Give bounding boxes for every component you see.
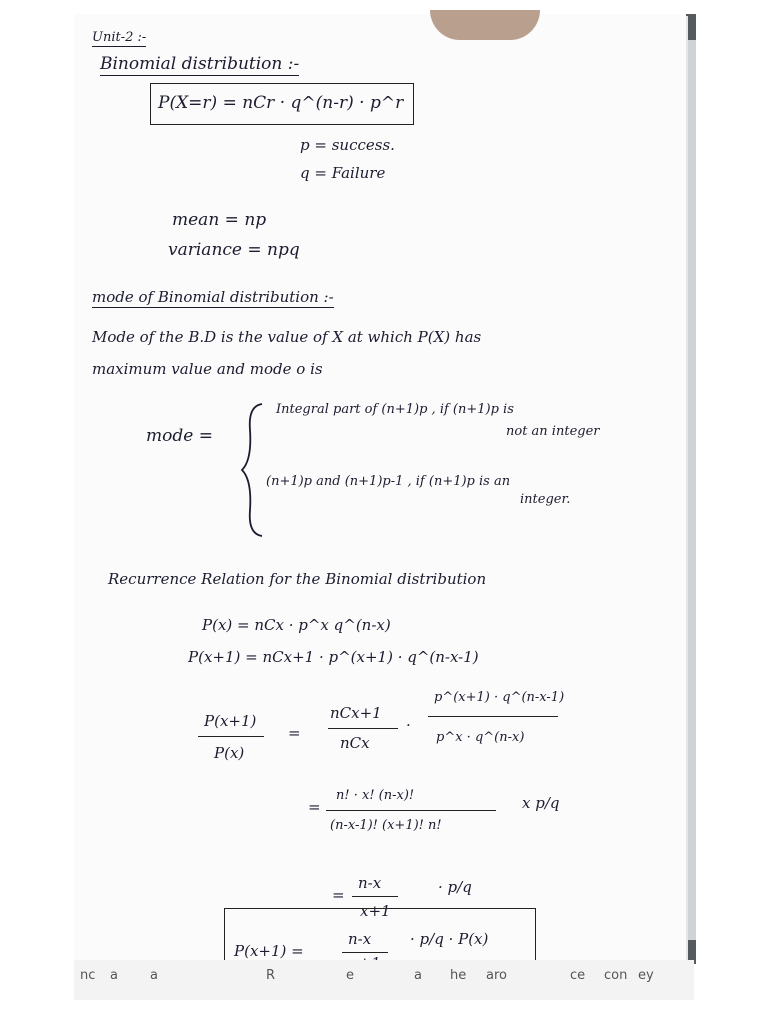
factorial-den: (n-x-1)! (x+1)! n!	[330, 818, 442, 833]
ratio-mid-bar	[328, 728, 398, 729]
strip-text: a	[110, 968, 118, 983]
simplified-tail: · p/q	[438, 878, 472, 896]
unit-heading: Unit-2 :-	[92, 30, 147, 45]
ratio-mid-num: nCx+1	[330, 704, 382, 722]
simplified-num: n-x	[358, 874, 382, 892]
ratio-lhs-den: P(x)	[214, 744, 245, 762]
curly-brace	[240, 400, 270, 540]
strip-text: a	[414, 968, 422, 983]
dot-sign: ·	[406, 716, 411, 734]
mode-def-line1: Mode of the B.D is the value of X at which P(X) has	[92, 328, 482, 346]
page-edge-light	[686, 40, 696, 940]
mean-formula: mean = np	[172, 210, 267, 230]
simplified-den: x+1	[360, 902, 391, 920]
ratio-mid-den: nCx	[340, 734, 370, 752]
ratio-rhs-num: p^(x+1) · q^(n-x-1)	[434, 690, 565, 705]
factorial-tail: x p/q	[522, 794, 560, 812]
variance-formula: variance = npq	[168, 240, 300, 260]
recurrence-eq1: P(x) = nCx · p^x q^(n-x)	[202, 616, 391, 634]
final-num: n-x	[348, 930, 372, 948]
strip-text: nc	[80, 968, 96, 983]
factorial-num: n! · x! (n-x)!	[336, 788, 415, 803]
ratio-lhs-num: P(x+1)	[204, 712, 257, 730]
mode-label: mode =	[146, 426, 213, 446]
binomial-formula: P(X=r) = nCr · q^(n-r) · p^r	[158, 93, 404, 113]
equals-sign-2: =	[308, 798, 321, 816]
strip-text: he	[450, 968, 467, 983]
mode-case1-a: Integral part of (n+1)p , if (n+1)p is	[276, 402, 514, 417]
ratio-rhs-den: p^x · q^(n-x)	[436, 730, 525, 745]
strip-text: ce	[570, 968, 586, 983]
q-definition: q = Failure	[300, 164, 386, 182]
next-page-strip	[74, 960, 694, 1000]
mode-case1-b: not an integer	[506, 424, 600, 439]
ratio-lhs-bar	[198, 736, 264, 737]
mode-case2-a: (n+1)p and (n+1)p-1 , if (n+1)p is an	[266, 474, 511, 489]
simplified-bar	[352, 896, 398, 897]
equals-sign-3: =	[332, 886, 345, 904]
binomial-title: Binomial distribution :-	[100, 54, 300, 74]
recurrence-eq2: P(x+1) = nCx+1 · p^(x+1) · q^(n-x-1)	[188, 648, 479, 666]
finger-shadow	[430, 10, 540, 40]
factorial-bar	[326, 810, 496, 811]
p-definition: p = success.	[300, 136, 395, 154]
equals-sign-1: =	[288, 724, 301, 742]
final-lhs: P(x+1) =	[234, 942, 304, 960]
mode-title: mode of Binomial distribution :-	[92, 288, 334, 306]
ratio-rhs-bar	[428, 716, 558, 717]
strip-text: R	[266, 968, 276, 983]
final-bar	[342, 952, 388, 953]
strip-text: aro	[486, 968, 507, 983]
recurrence-title: Recurrence Relation for the Binomial distribution	[108, 570, 487, 588]
mode-def-line2: maximum value and mode o is	[92, 360, 323, 378]
final-tail: · p/q · P(x)	[410, 930, 489, 948]
strip-text: con	[604, 968, 628, 983]
strip-text: ey	[638, 968, 654, 983]
mode-case2-b: integer.	[520, 492, 571, 507]
strip-text: e	[346, 968, 354, 983]
strip-text: a	[150, 968, 158, 983]
